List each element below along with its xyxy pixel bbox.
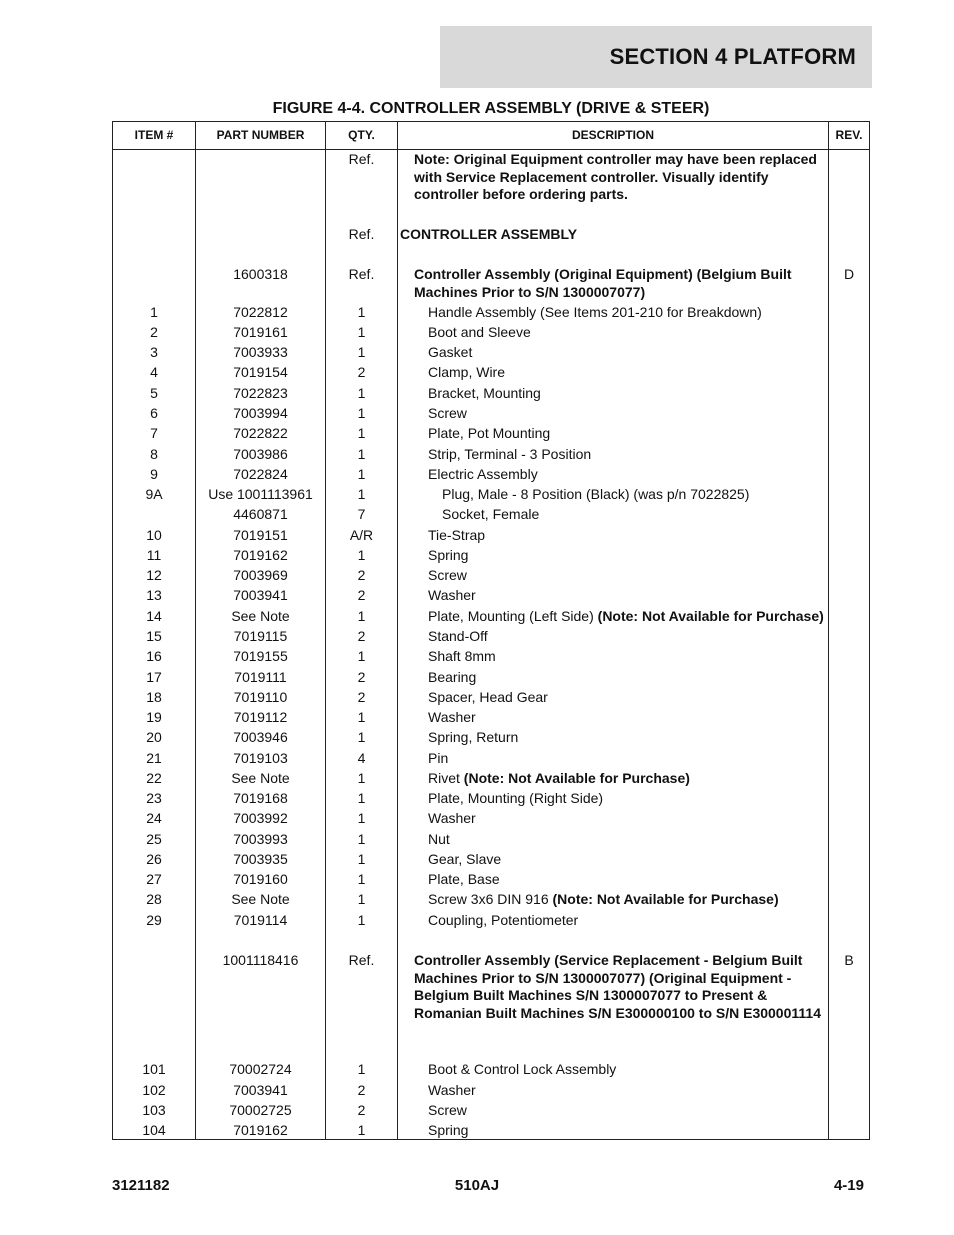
description-cell xyxy=(398,344,828,362)
qty-cell: 1 xyxy=(357,810,366,826)
item-number-cell: 12 xyxy=(146,567,162,583)
part-number-cell: 7019155 xyxy=(233,648,288,664)
description-cell xyxy=(398,871,828,889)
revision-cell: B xyxy=(844,952,854,968)
table-row xyxy=(113,851,869,871)
table-row xyxy=(113,810,869,830)
table-row xyxy=(113,1061,869,1081)
item-number-cell: 10 xyxy=(146,527,162,543)
table-row xyxy=(113,324,869,344)
table-row xyxy=(113,587,869,607)
item-number-cell: 18 xyxy=(146,689,162,705)
part-number-cell: 70002725 xyxy=(229,1102,292,1118)
part-number-cell: 7019160 xyxy=(233,871,288,887)
item-number-cell: 4 xyxy=(150,364,158,380)
description-text: Spacer, Head Gear xyxy=(428,689,548,705)
table-row xyxy=(113,648,869,668)
qty-cell: 1 xyxy=(357,871,366,887)
table-row xyxy=(113,689,869,709)
item-number-cell: 24 xyxy=(146,810,162,826)
qty-cell: 2 xyxy=(357,364,366,380)
description-text: Plate, Mounting (Right Side) xyxy=(428,790,604,806)
qty-cell: 1 xyxy=(357,425,366,441)
item-number-cell: 2 xyxy=(150,324,158,340)
part-number-cell: 7003941 xyxy=(233,1082,288,1098)
description-text: Stand-Off xyxy=(428,628,488,644)
part-number-cell: 7022824 xyxy=(233,466,288,482)
table-row xyxy=(113,547,869,567)
description-cell xyxy=(398,810,828,828)
description-cell xyxy=(398,952,828,1022)
part-number-cell: 7003933 xyxy=(233,344,288,360)
item-number-cell: 20 xyxy=(146,729,162,745)
part-number-cell: 7019162 xyxy=(233,1122,288,1138)
qty-cell: Ref. xyxy=(348,151,375,167)
qty-cell: 1 xyxy=(357,891,366,907)
qty-cell: 1 xyxy=(357,709,366,725)
description-text: Socket, Female xyxy=(442,506,540,522)
item-number-cell: 28 xyxy=(146,891,162,907)
qty-cell: 1 xyxy=(357,446,366,462)
table-row xyxy=(113,1102,869,1122)
description-cell xyxy=(398,648,828,666)
qty-cell: 1 xyxy=(357,466,366,482)
part-number-cell: 7019162 xyxy=(233,547,288,563)
part-number-cell: 1600318 xyxy=(233,266,288,282)
part-number-cell: 7003986 xyxy=(233,446,288,462)
header-description: DESCRIPTION xyxy=(571,128,654,142)
header-rev: REV. xyxy=(835,128,863,142)
item-number-cell: 29 xyxy=(146,912,162,928)
table-row xyxy=(113,506,869,526)
table-row xyxy=(113,1082,869,1102)
qty-cell: 1 xyxy=(357,729,366,745)
description-cell xyxy=(398,266,828,301)
part-number-cell: 7019168 xyxy=(233,790,288,806)
description-cell xyxy=(398,466,828,484)
table-row xyxy=(113,567,869,587)
description-text: Boot & Control Lock Assembly xyxy=(428,1061,617,1077)
part-number-cell: 7019154 xyxy=(233,364,288,380)
item-number-cell: 22 xyxy=(146,770,162,786)
description-cell xyxy=(398,1102,828,1120)
qty-cell: A/R xyxy=(349,527,374,543)
qty-cell: 1 xyxy=(357,344,366,360)
description-cell xyxy=(398,1061,828,1079)
description-text: Plug, Male - 8 Position (Black) (was p/n 7022825) xyxy=(442,486,750,502)
description-text: Tie-Strap xyxy=(428,527,486,543)
item-number-cell: 9 xyxy=(150,466,158,482)
table-header xyxy=(113,122,869,150)
description-cell xyxy=(398,567,828,585)
qty-cell: 1 xyxy=(357,385,366,401)
description-cell xyxy=(398,790,828,808)
description-text: Spring, Return xyxy=(428,729,519,745)
description-text: Bracket, Mounting xyxy=(428,385,541,401)
description-text: Handle Assembly (See Items 201-210 for Breakdown) xyxy=(428,304,762,320)
part-number-cell: 7019161 xyxy=(233,324,288,340)
description-text: Screw xyxy=(428,1102,467,1118)
item-number-cell: 5 xyxy=(150,385,158,401)
description-text: Spring xyxy=(428,547,469,563)
description-text: Screw xyxy=(428,405,467,421)
qty-cell: 1 xyxy=(357,324,366,340)
table-row xyxy=(113,364,869,384)
header-qty: QTY. xyxy=(348,128,375,142)
description-cell xyxy=(398,608,828,626)
revision-cell: D xyxy=(843,266,855,282)
part-number-cell: 4460871 xyxy=(233,506,288,522)
description-cell xyxy=(398,628,828,646)
part-number-cell: 7003935 xyxy=(233,851,288,867)
item-number-cell: 23 xyxy=(146,790,162,806)
description-cell xyxy=(398,405,828,423)
availability-note: (Note: Not Available for Purchase) xyxy=(597,608,824,624)
table-row xyxy=(113,750,869,770)
table-row xyxy=(113,466,869,486)
table-row xyxy=(113,871,869,891)
qty-cell: 1 xyxy=(357,648,366,664)
description-text: Boot and Sleeve xyxy=(428,324,531,340)
qty-cell: 1 xyxy=(357,851,366,867)
part-number-cell: 7003941 xyxy=(233,587,288,603)
description-text: Gasket xyxy=(428,344,473,360)
item-number-cell: 17 xyxy=(146,669,162,685)
part-number-cell: 70002724 xyxy=(229,1061,292,1077)
qty-cell: 2 xyxy=(357,689,366,705)
qty-cell: 1 xyxy=(357,405,366,421)
item-number-cell: 104 xyxy=(142,1122,166,1138)
part-number-cell: Use 1001113961 xyxy=(208,486,313,502)
part-number-cell: 7003994 xyxy=(233,405,288,421)
description-cell xyxy=(398,669,828,687)
qty-cell: Ref. xyxy=(348,952,375,968)
description-text: Screw xyxy=(428,567,467,583)
part-number-cell: 7003992 xyxy=(233,810,288,826)
part-number-cell: 7019151 xyxy=(233,527,288,543)
table-row xyxy=(113,628,869,648)
description-cell xyxy=(398,547,828,565)
part-number-cell: 7003946 xyxy=(233,729,288,745)
description-text: Pin xyxy=(428,750,449,766)
qty-cell: 2 xyxy=(357,1102,366,1118)
description-cell xyxy=(398,324,828,342)
description-cell xyxy=(398,770,828,788)
part-number-cell: 7019111 xyxy=(234,669,287,685)
qty-cell: 1 xyxy=(357,608,366,624)
qty-cell: 2 xyxy=(357,669,366,685)
qty-cell: 1 xyxy=(357,831,366,847)
item-number-cell: 19 xyxy=(146,709,162,725)
qty-cell: 2 xyxy=(357,587,366,603)
part-number-cell: See Note xyxy=(231,770,290,786)
qty-cell: 2 xyxy=(357,567,366,583)
description-cell xyxy=(398,446,828,464)
description-text: CONTROLLER ASSEMBLY xyxy=(400,226,578,242)
table-row xyxy=(113,151,869,202)
availability-note: (Note: Not Available for Purchase) xyxy=(463,770,690,786)
item-number-cell: 25 xyxy=(146,831,162,847)
item-number-cell: 8 xyxy=(150,446,158,462)
description-text: Gear, Slave xyxy=(428,851,502,867)
footer-page-number: 4-19 xyxy=(833,1177,864,1194)
qty-cell: 1 xyxy=(357,912,366,928)
qty-cell: 4 xyxy=(357,750,366,766)
section-title: SECTION 4 PLATFORM xyxy=(609,44,856,69)
description-text: Spring xyxy=(428,1122,469,1138)
part-number-cell: 7003969 xyxy=(233,567,288,583)
section-header xyxy=(440,26,872,88)
item-number-cell: 27 xyxy=(146,871,162,887)
qty-cell: 2 xyxy=(357,1082,366,1098)
table-row xyxy=(113,304,869,324)
description-text: Washer xyxy=(428,709,476,725)
item-number-cell: 13 xyxy=(146,587,162,603)
table-row xyxy=(113,770,869,790)
description-text: Clamp, Wire xyxy=(428,364,506,380)
description-text: Nut xyxy=(428,831,450,847)
description-cell xyxy=(398,304,828,322)
qty-cell: Ref. xyxy=(348,226,375,242)
description-text: Plate, Base xyxy=(428,871,500,887)
item-number-cell: 14 xyxy=(146,608,162,624)
availability-note: (Note: Not Available for Purchase) xyxy=(552,891,779,907)
description-cell xyxy=(398,831,828,849)
part-number-cell: See Note xyxy=(231,608,290,624)
table-row xyxy=(113,729,869,749)
table-row xyxy=(113,952,869,1042)
description-text: Shaft 8mm xyxy=(428,648,496,664)
table-row xyxy=(113,486,869,506)
item-number-cell: 101 xyxy=(142,1061,166,1077)
table-row xyxy=(113,266,869,302)
qty-cell: 1 xyxy=(357,547,366,563)
qty-cell: 1 xyxy=(357,790,366,806)
description-cell xyxy=(398,527,828,545)
table-row xyxy=(113,831,869,851)
description-cell xyxy=(398,891,828,909)
table-row xyxy=(113,1122,869,1142)
table-row xyxy=(113,425,869,445)
part-number-cell: 7019103 xyxy=(233,750,288,766)
item-number-cell: 15 xyxy=(146,628,162,644)
table-row xyxy=(113,405,869,425)
description-cell xyxy=(398,1082,828,1100)
item-number-cell: 11 xyxy=(146,547,162,563)
footer-doc-number: 3121182 xyxy=(112,1177,170,1194)
item-number-cell: 102 xyxy=(142,1082,166,1098)
footer-model: 510AJ xyxy=(454,1177,500,1194)
description-text: Screw 3x6 DIN 916 xyxy=(428,891,553,907)
qty-cell: 1 xyxy=(357,770,366,786)
part-number-cell: 7022823 xyxy=(233,385,288,401)
qty-cell: 7 xyxy=(357,506,366,522)
part-number-cell: 7022822 xyxy=(233,425,288,441)
header-part-number: PART NUMBER xyxy=(216,128,305,142)
parts-table xyxy=(112,121,870,1140)
description-text: Note: Original Equipment controller may have been replaced with Service Replacement controller. Visually identify controller before ordering parts. xyxy=(414,151,817,202)
item-number-cell: 6 xyxy=(150,405,158,421)
description-cell xyxy=(398,689,828,707)
table-row xyxy=(113,446,869,466)
description-cell xyxy=(398,506,828,524)
description-cell xyxy=(398,226,828,244)
description-cell xyxy=(398,587,828,605)
item-number-cell: 1 xyxy=(150,304,158,320)
item-number-cell: 21 xyxy=(146,750,162,766)
table-row xyxy=(113,790,869,810)
item-number-cell: 103 xyxy=(142,1102,166,1118)
table-row xyxy=(113,891,869,911)
description-cell xyxy=(398,912,828,930)
description-cell xyxy=(398,151,828,204)
description-cell xyxy=(398,364,828,382)
description-text: Controller Assembly (Service Replacement - Belgium Built Machines Prior to S/N 1300007077) (Original Equipment - Belgium Built Machines S/N 1300007077 to Present & Romanian Built Machines S/N E300000100 to S/N E300001114 xyxy=(414,952,821,1021)
description-cell xyxy=(398,750,828,768)
header-item: ITEM # xyxy=(134,128,174,142)
figure-title: FIGURE 4-4. CONTROLLER ASSEMBLY (DRIVE & STEER) xyxy=(272,100,710,117)
part-number-cell: 7019112 xyxy=(233,709,288,725)
table-row xyxy=(113,669,869,689)
description-text: Coupling, Potentiometer xyxy=(428,912,579,928)
description-text: Strip, Terminal - 3 Position xyxy=(428,446,592,462)
description-text: Washer xyxy=(428,587,476,603)
table-row xyxy=(113,709,869,729)
description-cell xyxy=(398,709,828,727)
description-cell xyxy=(398,486,828,504)
part-number-cell: 1001118416 xyxy=(222,952,299,968)
qty-cell: 1 xyxy=(357,486,366,502)
part-number-cell: 7019110 xyxy=(233,689,288,705)
qty-cell: 2 xyxy=(357,628,366,644)
description-cell xyxy=(398,729,828,747)
part-number-cell: 7019115 xyxy=(233,628,288,644)
description-text: Washer xyxy=(428,810,476,826)
item-number-cell: 16 xyxy=(146,648,162,664)
description-cell xyxy=(398,1122,828,1140)
description-text: Bearing xyxy=(428,669,477,685)
description-text: Rivet xyxy=(428,770,464,786)
table-row xyxy=(113,344,869,364)
description-text: Washer xyxy=(428,1082,476,1098)
item-number-cell: 26 xyxy=(146,851,162,867)
description-text: Plate, Mounting (Left Side) xyxy=(428,608,598,624)
table-row xyxy=(113,226,869,246)
part-number-cell: 7022812 xyxy=(233,304,288,320)
item-number-cell: 9A xyxy=(145,486,163,502)
description-cell xyxy=(398,425,828,443)
qty-cell: 1 xyxy=(357,1061,366,1077)
part-number-cell: 7003993 xyxy=(233,831,288,847)
qty-cell: 1 xyxy=(357,1122,366,1138)
qty-cell: Ref. xyxy=(348,266,375,282)
part-number-cell: 7019114 xyxy=(233,912,288,928)
table-row xyxy=(113,912,869,932)
description-cell xyxy=(398,851,828,869)
table-row xyxy=(113,385,869,405)
description-text: Controller Assembly (Original Equipment) (Belgium Built Machines Prior to S/N 1300007077) xyxy=(414,266,792,300)
table-row xyxy=(113,527,869,547)
part-number-cell: See Note xyxy=(231,891,290,907)
table-row xyxy=(113,608,869,628)
description-text: Plate, Pot Mounting xyxy=(428,425,551,441)
qty-cell: 1 xyxy=(357,304,366,320)
description-cell xyxy=(398,385,828,403)
description-text: Electric Assembly xyxy=(428,466,538,482)
item-number-cell: 3 xyxy=(150,344,158,360)
item-number-cell: 7 xyxy=(150,425,158,441)
